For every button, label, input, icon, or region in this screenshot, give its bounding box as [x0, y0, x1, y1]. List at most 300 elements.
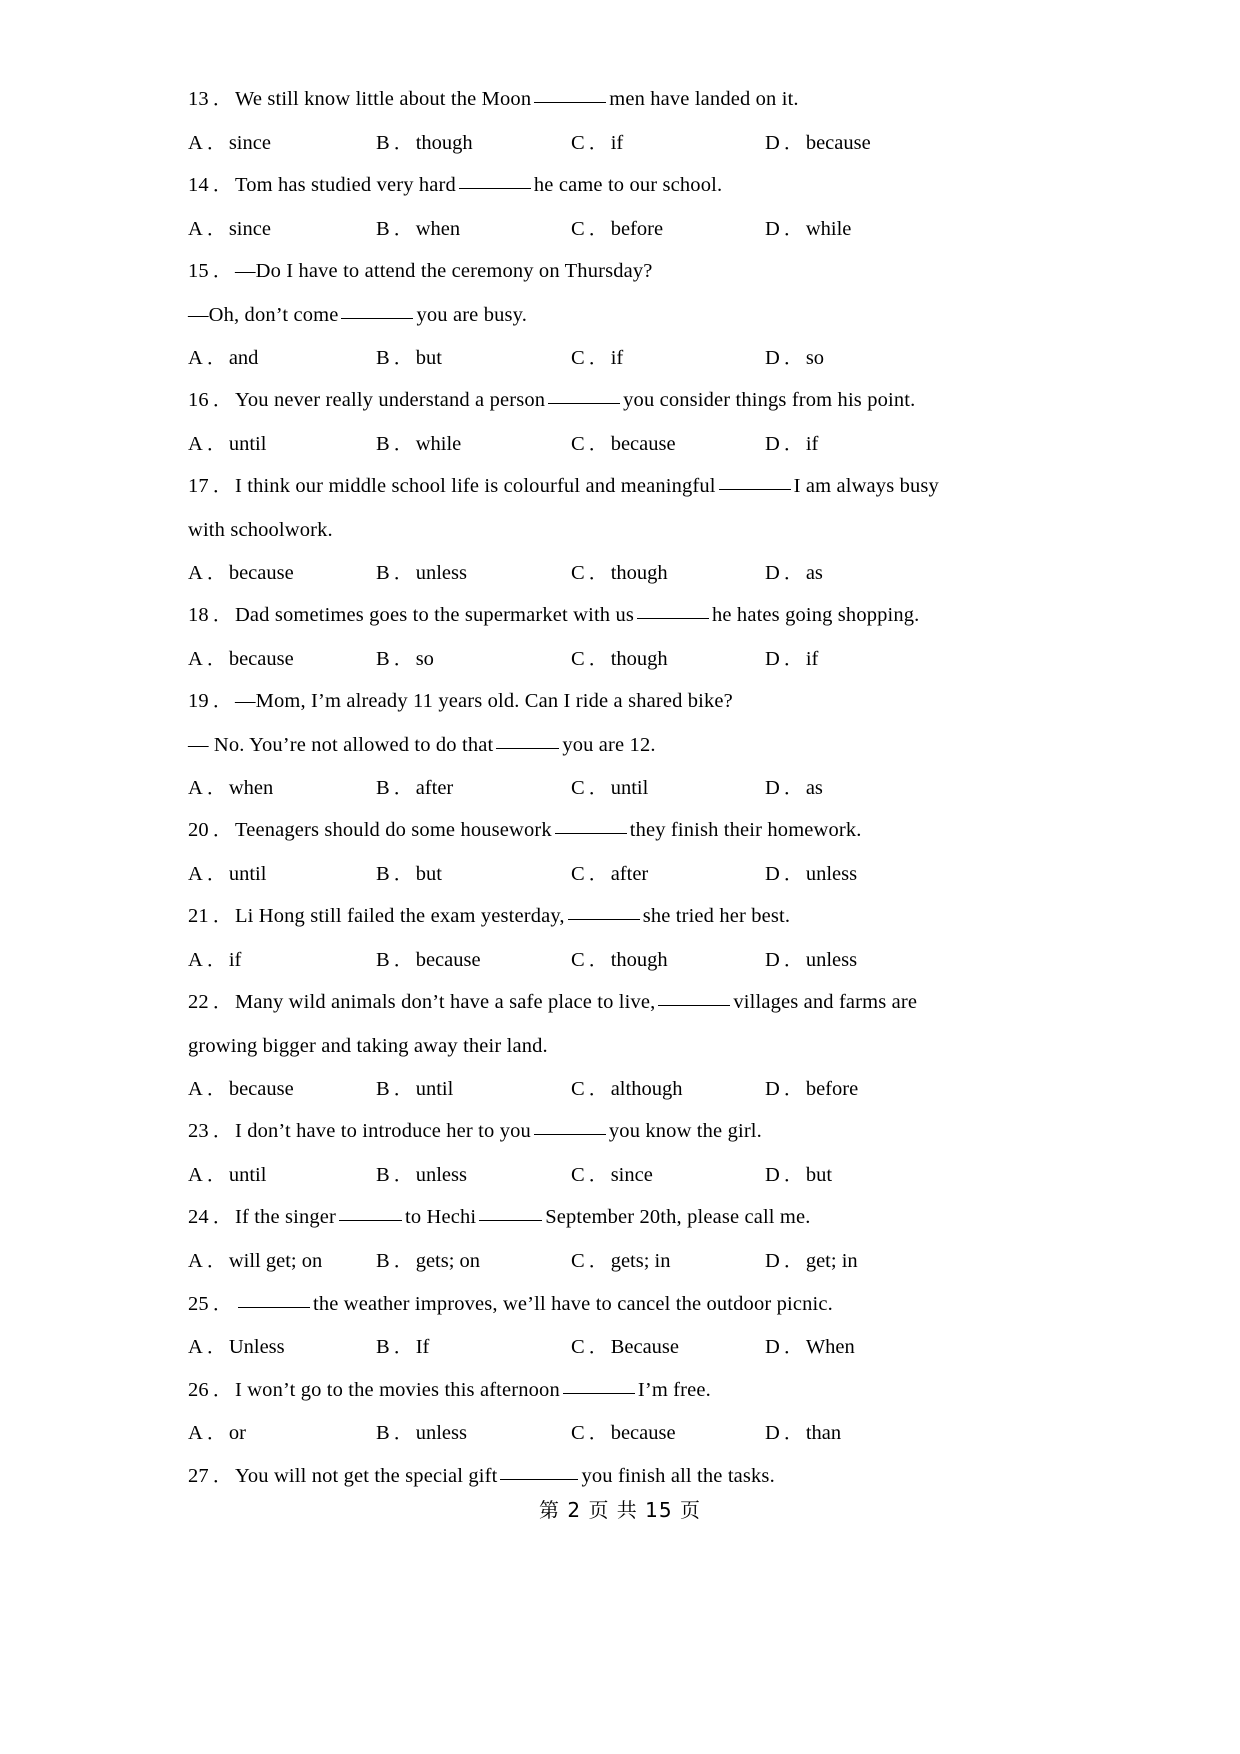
- option-letter: C: [571, 1336, 585, 1359]
- option-letter: A: [188, 647, 203, 670]
- option-b[interactable]: [376, 1068, 453, 1112]
- answer-blank: [479, 1220, 542, 1221]
- option-separator: ．: [206, 218, 226, 240]
- option-separator: ．: [783, 562, 803, 584]
- option-separator: ．: [393, 1078, 413, 1100]
- option-text: than: [805, 1422, 842, 1445]
- option-separator: ．: [783, 1164, 803, 1186]
- option-text: because: [415, 948, 481, 971]
- option-b[interactable]: [376, 122, 473, 166]
- option-separator: ．: [588, 949, 608, 971]
- option-text: gets; on: [415, 1250, 481, 1273]
- question-text-before: We still know little about the Moon: [234, 88, 532, 110]
- question-stem: [188, 465, 1080, 509]
- option-letter: B: [376, 948, 390, 971]
- option-separator: ．: [588, 218, 608, 240]
- option-letter: B: [376, 1336, 390, 1359]
- option-text: and: [228, 346, 259, 369]
- question-stem: [188, 1369, 1080, 1413]
- option-letter: B: [376, 1422, 390, 1445]
- option-letter: A: [188, 561, 203, 584]
- question-text-after: the weather improves, we’ll have to cancel the outdoor picnic.: [312, 1292, 833, 1315]
- option-text: unless: [805, 862, 858, 885]
- option-text: or: [228, 1422, 246, 1445]
- option-letter: B: [376, 1250, 390, 1273]
- answer-blank: [555, 833, 627, 834]
- answer-blank: [719, 489, 791, 490]
- option-text: because: [228, 647, 294, 670]
- option-separator: ．: [783, 949, 803, 971]
- option-separator: ．: [206, 1337, 226, 1359]
- option-separator: ．: [588, 433, 608, 455]
- option-letter: D: [765, 1163, 780, 1186]
- option-separator: ．: [393, 1164, 413, 1186]
- question-stem: [188, 250, 1080, 294]
- options-row: [188, 552, 1080, 595]
- answer-blank: [534, 102, 606, 103]
- question-text-after: villages and farms are: [733, 991, 918, 1014]
- question-number: 24: [188, 1206, 209, 1229]
- question-text-after: I am always busy: [793, 475, 939, 498]
- question-stem: [188, 78, 1080, 122]
- option-separator: ．: [588, 1423, 608, 1445]
- question-number: 21: [188, 905, 209, 928]
- option-d[interactable]: [765, 939, 857, 983]
- dialogue-reply-after: you are busy.: [416, 303, 527, 326]
- option-c[interactable]: [571, 767, 648, 811]
- option-letter: A: [188, 1250, 203, 1273]
- answer-blank: [341, 318, 413, 319]
- option-separator: ．: [206, 648, 226, 670]
- option-text: will get; on: [228, 1250, 323, 1273]
- option-d[interactable]: [765, 767, 823, 811]
- option-separator: ．: [783, 648, 803, 670]
- option-letter: A: [188, 948, 203, 971]
- question-continuation: [188, 509, 1080, 552]
- option-b[interactable]: [376, 208, 460, 252]
- question-stem: [188, 1283, 1080, 1327]
- question-separator: ．: [212, 1121, 232, 1143]
- question-text-after: I’m free.: [637, 1378, 711, 1401]
- option-letter: D: [765, 776, 780, 799]
- option-a[interactable]: [188, 1154, 266, 1198]
- option-c[interactable]: [571, 1154, 653, 1198]
- option-text: though: [610, 647, 668, 670]
- options-row: [188, 638, 1080, 681]
- option-letter: C: [571, 217, 585, 240]
- option-separator: ．: [783, 218, 803, 240]
- option-text: If: [415, 1336, 430, 1359]
- option-text: though: [610, 561, 668, 584]
- option-b[interactable]: [376, 1412, 467, 1456]
- option-letter: D: [765, 432, 780, 455]
- option-separator: ．: [206, 863, 226, 885]
- option-a[interactable]: [188, 337, 258, 381]
- option-letter: D: [765, 131, 780, 154]
- question-stem: [188, 1455, 1080, 1499]
- answer-blank: [658, 1005, 730, 1006]
- option-d[interactable]: [765, 423, 818, 467]
- option-separator: ．: [783, 1078, 803, 1100]
- question-text-before: Li Hong still failed the exam yesterday,: [234, 905, 565, 928]
- option-separator: ．: [393, 949, 413, 971]
- option-a[interactable]: [188, 122, 271, 166]
- question-stem: [188, 594, 1080, 638]
- option-separator: ．: [206, 433, 226, 455]
- option-c[interactable]: [571, 638, 668, 682]
- option-letter: C: [571, 432, 585, 455]
- option-text: if: [805, 647, 819, 670]
- option-letter: A: [188, 131, 203, 154]
- option-a[interactable]: [188, 1412, 246, 1456]
- option-separator: ．: [393, 777, 413, 799]
- option-separator: ．: [588, 1337, 608, 1359]
- option-separator: ．: [588, 1251, 608, 1273]
- option-letter: C: [571, 131, 585, 154]
- options-row: [188, 853, 1080, 896]
- option-letter: B: [376, 561, 390, 584]
- question-stem: [188, 680, 1080, 724]
- option-separator: ．: [393, 648, 413, 670]
- option-text: after: [415, 776, 454, 799]
- question-text-before: I won’t go to the movies this afternoon: [234, 1378, 560, 1401]
- option-letter: A: [188, 1336, 203, 1359]
- option-letter: B: [376, 346, 390, 369]
- question-separator: ．: [212, 906, 232, 928]
- question-text-before: If the singer: [234, 1206, 336, 1229]
- option-letter: A: [188, 1422, 203, 1445]
- question-text-before: I think our middle school life is colourful and meaningful: [234, 475, 716, 498]
- options-row: [188, 1326, 1080, 1369]
- option-letter: B: [376, 862, 390, 885]
- option-separator: ．: [206, 777, 226, 799]
- option-text: although: [610, 1077, 683, 1100]
- option-text: because: [228, 561, 294, 584]
- answer-blank: [637, 618, 709, 619]
- question-separator: ．: [212, 992, 232, 1014]
- option-letter: A: [188, 346, 203, 369]
- option-a[interactable]: [188, 1068, 294, 1112]
- option-letter: B: [376, 776, 390, 799]
- options-row: [188, 122, 1080, 165]
- option-separator: ．: [783, 132, 803, 154]
- option-text: until: [415, 1077, 454, 1100]
- option-letter: C: [571, 776, 585, 799]
- option-text: gets; in: [610, 1250, 671, 1273]
- option-letter: B: [376, 217, 390, 240]
- option-letter: C: [571, 561, 585, 584]
- options-row: [188, 939, 1080, 982]
- option-d[interactable]: [765, 122, 871, 166]
- question-separator: ．: [212, 691, 232, 713]
- question-separator: ．: [212, 605, 232, 627]
- option-letter: B: [376, 1163, 390, 1186]
- option-letter: C: [571, 647, 585, 670]
- option-d[interactable]: [765, 1412, 841, 1456]
- option-separator: ．: [393, 218, 413, 240]
- option-c[interactable]: [571, 208, 663, 252]
- answer-blank: [534, 1134, 606, 1135]
- option-letter: D: [765, 561, 780, 584]
- option-a[interactable]: [188, 939, 241, 983]
- option-separator: ．: [393, 347, 413, 369]
- answer-blank: [238, 1307, 310, 1308]
- option-d[interactable]: [765, 853, 857, 897]
- option-text: as: [805, 776, 823, 799]
- option-letter: A: [188, 217, 203, 240]
- option-separator: ．: [783, 433, 803, 455]
- option-separator: ．: [393, 132, 413, 154]
- answer-blank: [563, 1393, 635, 1394]
- question-number: 19: [188, 690, 209, 713]
- answer-blank: [496, 748, 559, 749]
- answer-blank: [548, 403, 620, 404]
- question-number: 18: [188, 604, 209, 627]
- question-text-after: he came to our school.: [533, 174, 723, 197]
- option-text: until: [228, 432, 267, 455]
- option-d[interactable]: [765, 1068, 858, 1112]
- option-letter: B: [376, 432, 390, 455]
- question-separator: ．: [212, 1466, 232, 1487]
- question-number: 25: [188, 1292, 209, 1315]
- option-text: because: [228, 1077, 294, 1100]
- option-b[interactable]: [376, 337, 442, 381]
- option-letter: D: [765, 1077, 780, 1100]
- options-row: [188, 767, 1080, 810]
- question-number: 13: [188, 88, 209, 110]
- option-letter: C: [571, 1163, 585, 1186]
- option-text: if: [228, 948, 242, 971]
- option-text: before: [805, 1077, 859, 1100]
- option-separator: ．: [783, 347, 803, 369]
- option-letter: A: [188, 776, 203, 799]
- option-separator: ．: [783, 1423, 803, 1445]
- question-text-after: they finish their homework.: [629, 819, 862, 842]
- option-letter: A: [188, 1077, 203, 1100]
- options-row: [188, 208, 1080, 251]
- option-d[interactable]: [765, 1326, 855, 1370]
- options-row: [188, 1240, 1080, 1283]
- option-text: before: [610, 217, 664, 240]
- option-separator: ．: [393, 1423, 413, 1445]
- option-separator: ．: [588, 648, 608, 670]
- option-d[interactable]: [765, 337, 824, 381]
- option-b[interactable]: [376, 552, 467, 596]
- option-c[interactable]: [571, 1240, 671, 1284]
- option-letter: C: [571, 1250, 585, 1273]
- option-letter: B: [376, 131, 390, 154]
- question-separator: ．: [212, 261, 232, 283]
- option-separator: ．: [588, 132, 608, 154]
- option-separator: ．: [206, 1251, 226, 1273]
- option-separator: ．: [588, 347, 608, 369]
- option-a[interactable]: [188, 638, 294, 682]
- question-number: 15: [188, 260, 209, 283]
- options-row: [188, 1068, 1080, 1111]
- question-number: 16: [188, 389, 209, 412]
- question-separator: ．: [212, 476, 232, 498]
- option-a[interactable]: [188, 853, 266, 897]
- option-separator: ．: [206, 1164, 226, 1186]
- option-b[interactable]: [376, 853, 442, 897]
- question-separator: ．: [212, 820, 232, 842]
- question-separator: ．: [212, 1379, 232, 1401]
- option-text: but: [415, 346, 442, 369]
- option-letter: D: [765, 1422, 780, 1445]
- option-text: because: [610, 1422, 676, 1445]
- question-text-before: Teenagers should do some housework: [234, 819, 552, 842]
- option-text: since: [228, 131, 271, 154]
- option-b[interactable]: [376, 1326, 429, 1370]
- options-row: [188, 423, 1080, 466]
- option-d[interactable]: [765, 552, 823, 596]
- option-text: but: [805, 1163, 833, 1186]
- option-text: because: [805, 131, 871, 154]
- option-text: since: [610, 1163, 653, 1186]
- question-text-before: I don’t have to introduce her to you: [234, 1120, 531, 1143]
- question-separator: ．: [212, 1293, 232, 1315]
- option-letter: D: [765, 948, 780, 971]
- question-number: 26: [188, 1378, 209, 1401]
- question-text-before: Dad sometimes goes to the supermarket with us: [234, 604, 634, 627]
- option-text: until: [610, 776, 649, 799]
- option-text: so: [805, 346, 825, 369]
- question-number: 27: [188, 1465, 209, 1487]
- option-text: but: [415, 862, 442, 885]
- option-separator: ．: [588, 863, 608, 885]
- option-a[interactable]: [188, 767, 273, 811]
- question-text-after: September 20th, please call me.: [545, 1206, 811, 1229]
- option-b[interactable]: [376, 939, 481, 983]
- option-d[interactable]: [765, 1154, 832, 1198]
- option-text: so: [415, 647, 434, 670]
- question-text-before: —Mom, I’m already 11 years old. Can I ride a shared bike?: [234, 690, 733, 713]
- option-letter: D: [765, 346, 780, 369]
- continuation-text: growing bigger and taking away their land.: [188, 1035, 548, 1058]
- question-text-after: she tried her best.: [642, 905, 791, 928]
- question-text-mid: to Hechi: [404, 1206, 477, 1229]
- option-separator: ．: [588, 1078, 608, 1100]
- option-a[interactable]: [188, 423, 266, 467]
- question-stem: [188, 379, 1080, 423]
- option-letter: A: [188, 862, 203, 885]
- answer-blank: [459, 188, 531, 189]
- option-c[interactable]: [571, 552, 668, 596]
- question-text-after: you consider things from his point.: [623, 389, 916, 412]
- option-letter: D: [765, 217, 780, 240]
- option-text: when: [415, 217, 461, 240]
- option-text: after: [610, 862, 649, 885]
- option-text: unless: [415, 561, 467, 584]
- question-text-after: men have landed on it.: [609, 88, 799, 110]
- question-stem: [188, 1196, 1080, 1240]
- option-d[interactable]: [765, 638, 818, 682]
- option-text: if: [610, 346, 624, 369]
- option-b[interactable]: [376, 638, 434, 682]
- option-c[interactable]: [571, 423, 676, 467]
- option-b[interactable]: [376, 1154, 467, 1198]
- question-text-before: Many wild animals don’t have a safe place to live,: [234, 991, 656, 1014]
- question-number: 17: [188, 475, 209, 498]
- option-separator: ．: [588, 562, 608, 584]
- question-continuation: [188, 1025, 1080, 1068]
- option-text: Because: [610, 1336, 679, 1359]
- option-text: until: [228, 1163, 267, 1186]
- option-separator: ．: [206, 1078, 226, 1100]
- question-text-before: You will not get the special gift: [234, 1465, 498, 1487]
- question-stem: [188, 809, 1080, 853]
- question-continuation: [188, 724, 1080, 767]
- option-c[interactable]: [571, 337, 623, 381]
- answer-blank: [339, 1220, 402, 1221]
- question-number: 14: [188, 174, 209, 197]
- question-number: 20: [188, 819, 209, 842]
- question-stem: [188, 1110, 1080, 1154]
- option-text: Unless: [228, 1336, 285, 1359]
- option-c[interactable]: [571, 853, 648, 897]
- question-separator: ．: [212, 390, 232, 412]
- option-a[interactable]: [188, 208, 271, 252]
- question-text-before: Tom has studied very hard: [234, 174, 456, 197]
- option-letter: A: [188, 432, 203, 455]
- option-text: unless: [805, 948, 858, 971]
- question-separator: ．: [212, 1207, 232, 1229]
- option-a[interactable]: [188, 1240, 322, 1284]
- question-text-after: you know the girl.: [608, 1120, 762, 1143]
- continuation-text: with schoolwork.: [188, 518, 333, 541]
- question-stem: [188, 164, 1080, 208]
- question-number: 22: [188, 991, 209, 1014]
- option-separator: ．: [206, 949, 226, 971]
- option-text: when: [228, 776, 274, 799]
- option-text: though: [610, 948, 668, 971]
- option-letter: D: [765, 862, 780, 885]
- option-separator: ．: [206, 562, 226, 584]
- option-separator: ．: [206, 132, 226, 154]
- option-a[interactable]: [188, 552, 294, 596]
- option-c[interactable]: [571, 939, 668, 983]
- option-a[interactable]: [188, 1326, 285, 1370]
- option-letter: B: [376, 647, 390, 670]
- option-letter: A: [188, 1163, 203, 1186]
- option-separator: ．: [783, 1337, 803, 1359]
- question-separator: ．: [212, 175, 232, 197]
- option-separator: ．: [206, 347, 226, 369]
- option-c[interactable]: [571, 122, 623, 166]
- option-d[interactable]: [765, 1240, 858, 1284]
- option-letter: D: [765, 1250, 780, 1273]
- option-text: until: [228, 862, 267, 885]
- option-c[interactable]: [571, 1412, 676, 1456]
- option-b[interactable]: [376, 1240, 480, 1284]
- option-separator: ．: [783, 863, 803, 885]
- option-text: get; in: [805, 1250, 858, 1273]
- dialogue-reply-before: —Oh, don’t come: [188, 303, 339, 326]
- question-number: 23: [188, 1120, 209, 1143]
- option-separator: ．: [393, 433, 413, 455]
- option-letter: C: [571, 346, 585, 369]
- option-text: When: [805, 1336, 855, 1359]
- question-text-after: you finish all the tasks.: [581, 1465, 775, 1487]
- option-d[interactable]: [765, 208, 851, 252]
- option-c[interactable]: [571, 1326, 679, 1370]
- option-separator: ．: [393, 562, 413, 584]
- option-b[interactable]: [376, 423, 461, 467]
- option-b[interactable]: [376, 767, 453, 811]
- option-c[interactable]: [571, 1068, 682, 1112]
- option-separator: ．: [393, 1251, 413, 1273]
- question-stem: [188, 895, 1080, 939]
